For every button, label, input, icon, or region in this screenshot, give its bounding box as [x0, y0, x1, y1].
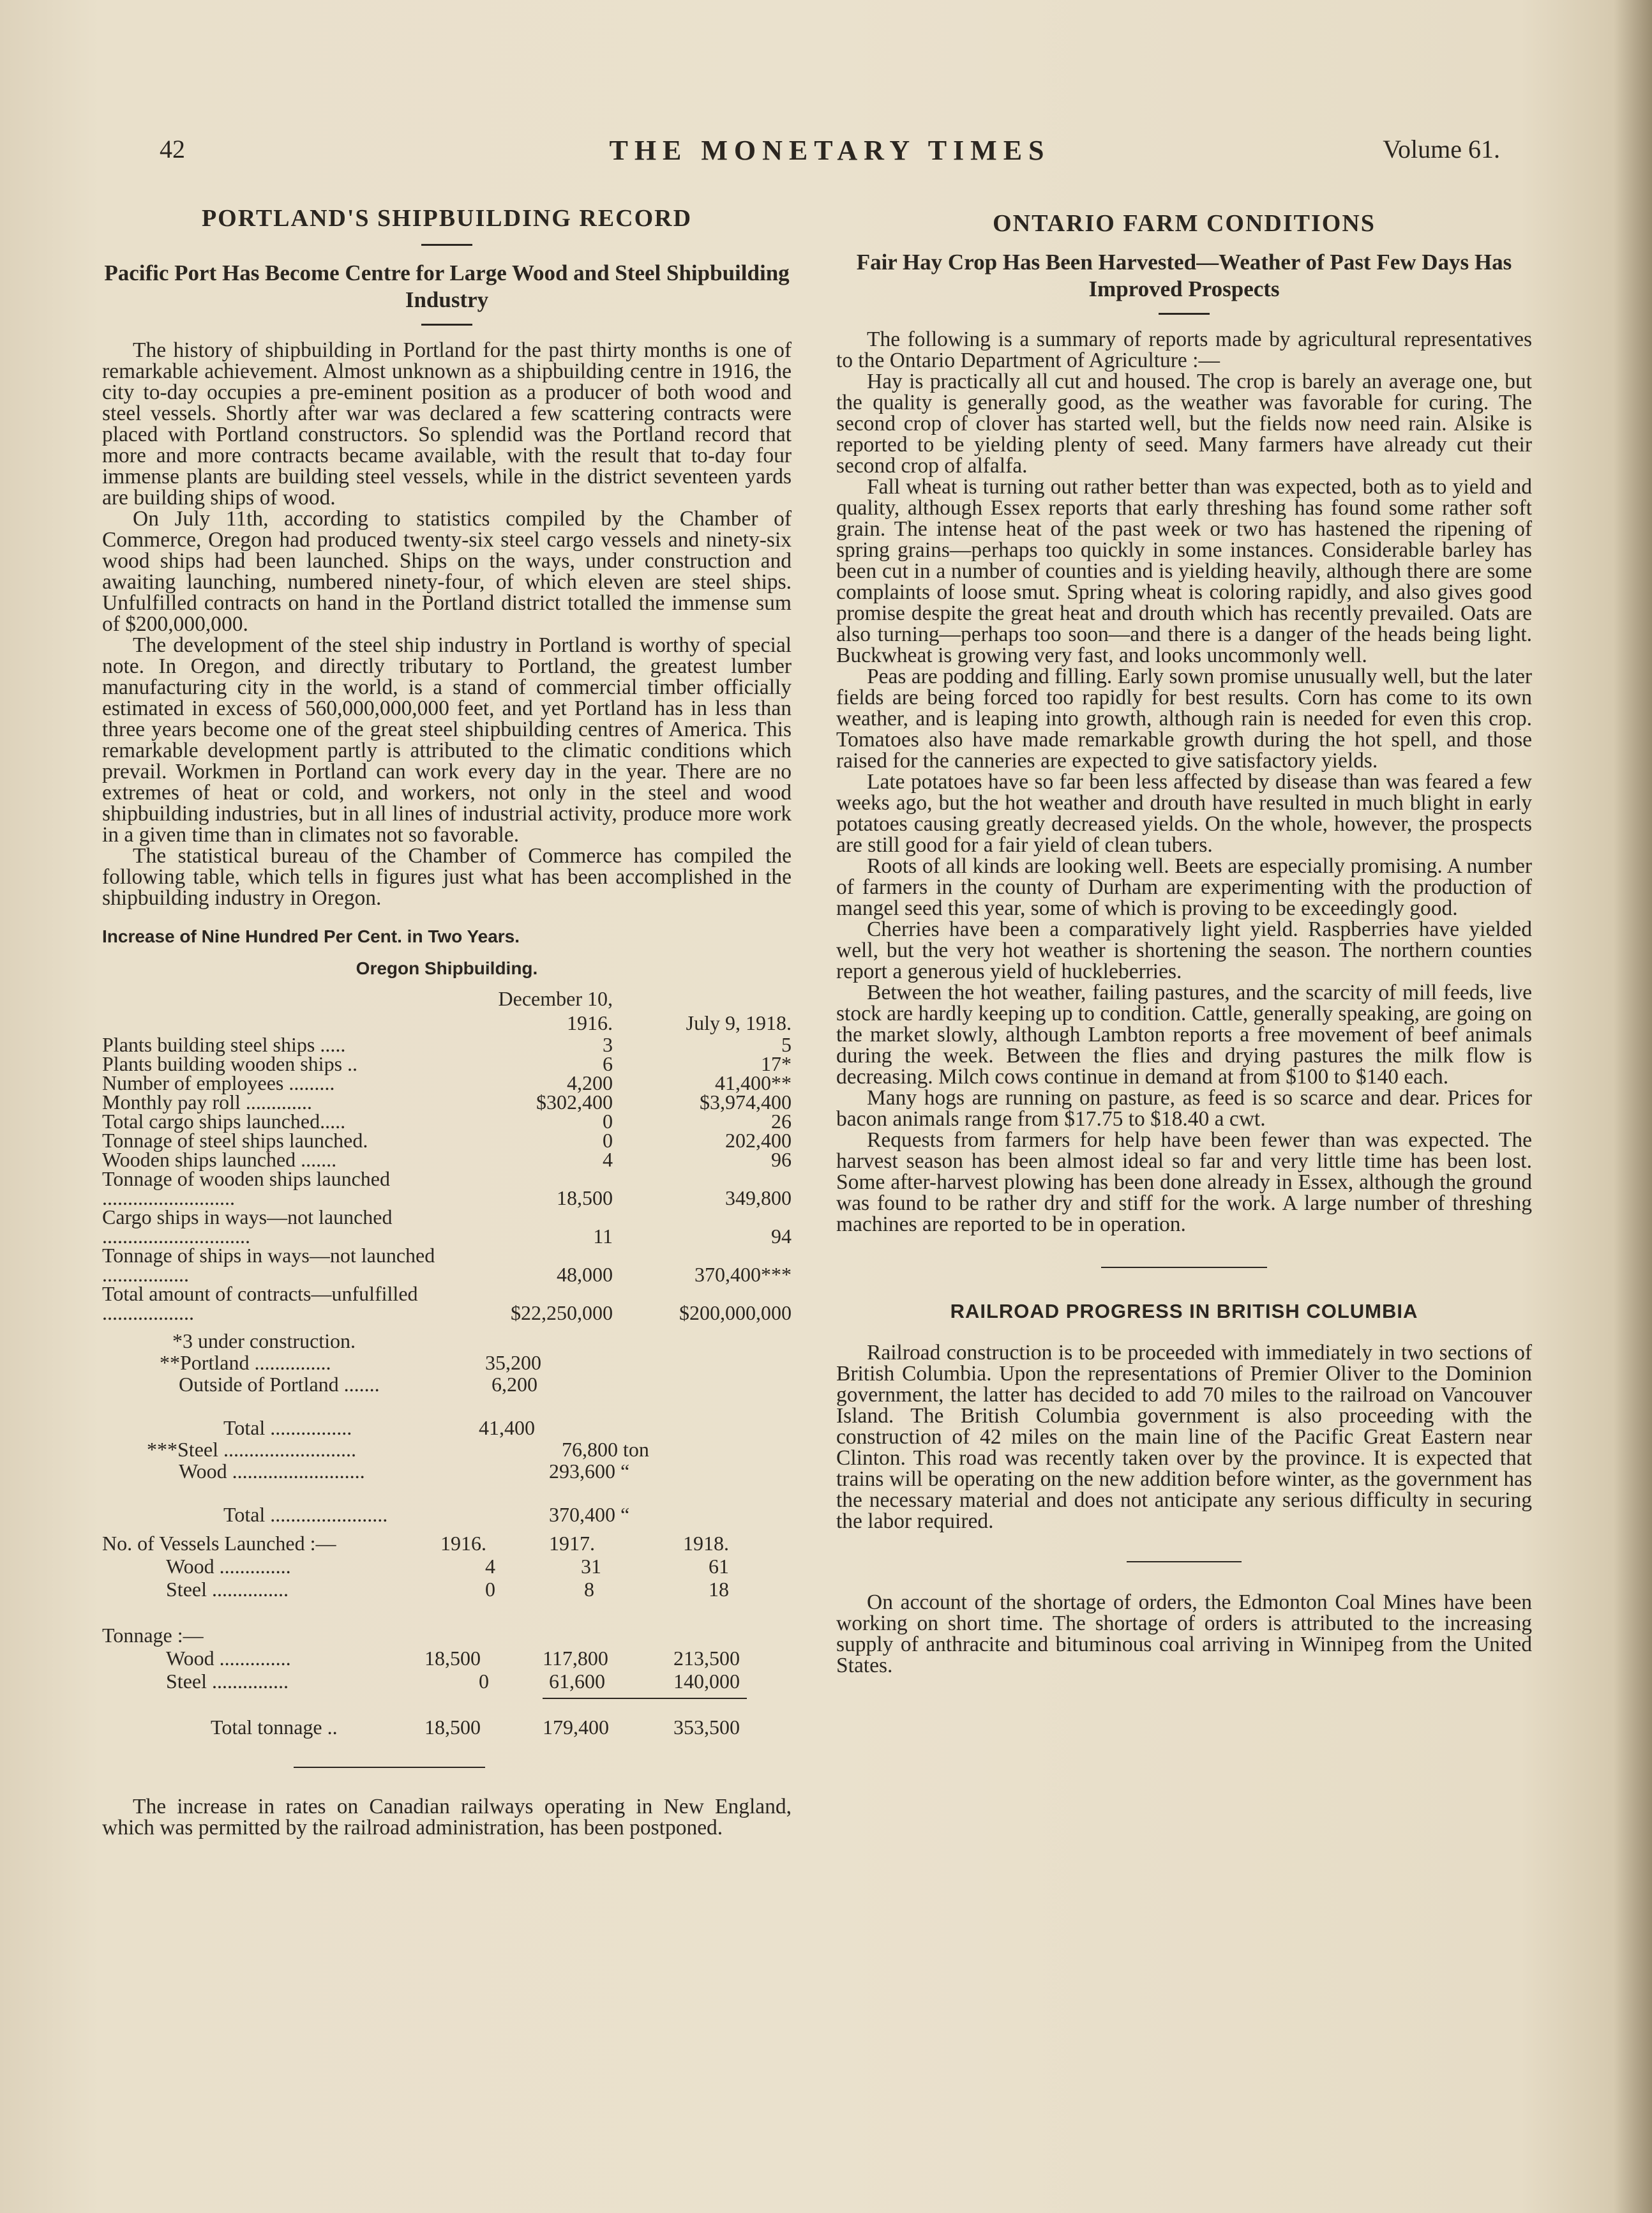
cell: 0: [603, 1129, 613, 1152]
sum-rule: [670, 1698, 747, 1699]
article-title: ONTARIO FARM CONDITIONS: [993, 210, 1376, 237]
row-label: Wood ..............: [166, 1555, 291, 1578]
year-header: 1916.: [440, 1532, 486, 1555]
cell: 18: [709, 1578, 729, 1601]
cell: 8: [584, 1578, 594, 1601]
right-column: [836, 204, 1532, 1676]
note-value: 35,200: [485, 1351, 541, 1374]
row-label: Tonnage of ships in ways—not launched .................: [102, 1244, 435, 1286]
note-label: Total ................: [223, 1416, 352, 1439]
note-label: ***Steel ..........................: [147, 1438, 356, 1461]
row-label: Cargo ships in ways—not launched .............................: [102, 1205, 393, 1248]
cell: 353,500: [673, 1716, 740, 1739]
cell: 48,000: [557, 1263, 613, 1286]
table-row: [102, 1131, 792, 1150]
cell: 41,400**: [715, 1071, 792, 1094]
cell: 18,500: [557, 1186, 613, 1209]
cell: $200,000,000: [679, 1301, 792, 1324]
row-label: Plants building wooden ships ..: [102, 1052, 358, 1075]
cell: 94: [771, 1225, 792, 1248]
table-subheading: Oregon Shipbuilding.: [356, 958, 538, 978]
cell: $22,250,000: [511, 1301, 613, 1324]
row-label: Number of employees .........: [102, 1071, 335, 1094]
table-row: [102, 1207, 792, 1246]
section-divider: [294, 1767, 485, 1768]
cell: 4: [485, 1555, 495, 1578]
table-heading: Increase of Nine Hundred Per Cent. in Two Years.: [102, 926, 520, 946]
section-divider: [1101, 1267, 1267, 1268]
cell: 6: [603, 1052, 613, 1075]
article-subtitle: Fair Hay Crop Has Been Harvested—Weather of Past Few Days Has Improved Prospects: [856, 250, 1512, 301]
paragraph: Between the hot weather, failing pastures, and the scarcity of mill feeds, live stock are hardly keeping up to condition. Cattle, generally speaking, are going on the market slowly, although Lambton reports a free movement of beef animals during the week. Between the flies and drying pastures the milk flow is decreasing. Milch cows continue in demand at from $100 to $140 each.: [836, 981, 1532, 1089]
cell: 61: [709, 1555, 729, 1578]
paragraph: Railroad construction is to be proceeded with immediately in two sections of British Columbia. Upon the representations of Premier Oliver to the Dominion government, the latter has decided to add 70 miles to the railroad on Vancouver Island. The British Columbia government is also proceeding with the construction of 42 miles on the main line of the Pacific Great Eastern near Clinton. This road was recently taken over by the province. It is expected that trains will be operating on the new addition before winter, as the government has the necessary material and does not anticipate any serious difficulty in securing the labor required.: [836, 1341, 1532, 1533]
column-header: July 9, 1918.: [686, 1011, 792, 1034]
paragraph: The increase in rates on Canadian railways operating in New England, which was permitted by the railroad administration, has been postponed.: [102, 1795, 792, 1839]
cell: 11: [593, 1225, 613, 1248]
cell: 18,500: [424, 1647, 481, 1670]
note-label: Total .......................: [223, 1503, 388, 1526]
paragraph: On account of the shortage of orders, the Edmonton Coal Mines have been working on short time. The shortage of orders is attributed to the increasing supply of anthracite and bituminous coal arriving in Winnipeg from the United States.: [836, 1590, 1532, 1677]
cell: 18,500: [424, 1716, 481, 1739]
cell: 213,500: [673, 1647, 740, 1670]
row-label: Wooden ships launched .......: [102, 1148, 337, 1171]
cell: 61,600: [549, 1670, 605, 1693]
cell: 202,400: [725, 1129, 792, 1152]
masthead: THE MONETARY TIMES: [609, 135, 1051, 166]
row-label: Monthly pay roll .............: [102, 1091, 312, 1114]
left-column: [102, 204, 792, 1838]
page-number: 42: [160, 135, 185, 163]
row-label: Steel ...............: [166, 1578, 289, 1601]
cell: 96: [771, 1148, 792, 1171]
paragraph: The following is a summary of reports made by agricultural representatives to the Ontario Department of Agriculture :—: [836, 328, 1532, 372]
cell: 0: [479, 1670, 489, 1693]
table-row: [102, 1246, 792, 1284]
section-divider: [1127, 1561, 1242, 1562]
row-label: Tonnage of wooden ships launched ..........................: [102, 1167, 390, 1209]
paragraph: The history of shipbuilding in Portland for the past thirty months is one of remarkable achievement. Almost unknown as a shipbuilding centre in 1916, the city to-day occupies a pre-eminent position as a producer of both wood and steel vessels. Shortly after war was declared a few scattering contracts were placed with Portland constructors. So splendid was the Portland record that more and more contracts became available, with the result that to-day four immense plants are building steel vessels, while in the district seventeen yards are building ships of wood.: [102, 338, 792, 510]
note-label: Outside of Portland .......: [179, 1373, 380, 1396]
cell: 117,800: [543, 1647, 608, 1670]
note-value: 293,600 “: [549, 1460, 630, 1483]
paragraph: Late potatoes have so far been less affected by disease than was feared a few weeks ago, but the hot weather and drouth have resulted in much blight in early potatoes causing greatly decreased yields. On the whole, however, the prospects are still good for a fair yield of clean tubers.: [836, 770, 1532, 857]
table-row: [102, 1035, 792, 1054]
cell: 140,000: [673, 1670, 740, 1693]
table-row: [102, 1150, 792, 1169]
cell: 349,800: [725, 1186, 792, 1209]
cell: 3: [603, 1033, 613, 1056]
cell: 4: [603, 1148, 613, 1171]
table-row: [102, 1112, 792, 1131]
row-label: Total cargo ships launched.....: [102, 1110, 346, 1133]
page-edge-shadow: [1614, 0, 1652, 2213]
row-label: Wood ..............: [166, 1647, 291, 1670]
cell: 0: [603, 1110, 613, 1133]
volume-label: Volume 61.: [1383, 135, 1500, 163]
shipbuilding-table: [102, 986, 792, 1322]
note-value: 6,200: [492, 1373, 537, 1396]
cell: 26: [771, 1110, 792, 1133]
year-header: 1917.: [549, 1532, 595, 1555]
table-row: [102, 1169, 792, 1207]
table-row: [102, 1092, 792, 1112]
year-header: 1918.: [683, 1532, 729, 1555]
subtitle-rule: [421, 324, 472, 326]
cell: 17*: [761, 1052, 792, 1075]
row-label: Total amount of contracts—unfulfilled ..................: [102, 1282, 418, 1324]
article-title: PORTLAND'S SHIPBUILDING RECORD: [201, 205, 693, 232]
cell: 5: [781, 1033, 792, 1056]
paragraph: Requests from farmers for help have been fewer than was expected. The harvest season has been almost ideal so far and very little time has been lost. Some after-harvest plowing has been done already in Essex, although the ground was found to be rather dry and stiff for the work. A large number of threshing machines are reported to be in operation.: [836, 1128, 1532, 1236]
cell: 370,400***: [695, 1263, 792, 1286]
cell: 4,200: [567, 1071, 613, 1094]
railroad-title: RAILROAD PROGRESS IN BRITISH COLUMBIA: [950, 1300, 1418, 1322]
row-label: Tonnage of steel ships launched.: [102, 1129, 368, 1152]
table-row: [102, 1284, 792, 1322]
table-row: [102, 1073, 792, 1092]
cell: $302,400: [536, 1091, 613, 1114]
table-notes: [102, 1330, 792, 1525]
paragraph: On July 11th, according to statistics compiled by the Chamber of Commerce, Oregon had produced twenty-six steel cargo vessels and ninety-six wood ships had been launched. Ships on the ways, under construction and awaiting launching, numbered ninety-four, of which eleven are steel ships. Unfulfilled contracts on hand in the Portland district totalled the immense sum of $200,000,000.: [102, 507, 792, 636]
vessels-label: No. of Vessels Launched :—: [102, 1532, 336, 1555]
table-row: [102, 1054, 792, 1073]
article-subtitle: Pacific Port Has Become Centre for Large Wood and Steel Shipbuilding Industry: [104, 261, 790, 312]
paragraph: Roots of all kinds are looking well. Beets are especially promising. A number of farmers in the county of Durham are experimenting with the production of mangel seed this year, some of which is proving to be exceedingly good.: [836, 854, 1532, 920]
note-value: 370,400 “: [549, 1503, 630, 1526]
vessels-table: [102, 1532, 792, 1739]
row-label: Total tonnage ..: [211, 1716, 338, 1739]
paragraph: The development of the steel ship industry in Portland is worthy of special note. In Oregon, and directly tributary to Portland, the greatest lumber manufacturing city in the world, is a stand of commercial timber officially estimated in excess of 560,000,000,000 feet, and yet Portland has in less than three years become one of the great steel shipbuilding centres of America. This remarkable development partly is attributed to the climatic conditions which prevail. Workmen in Portland can work every day in the year. There are no extremes of heat or cold, and workers, not only in the steel and wood shipbuilding industries, but in all lines of industrial activity, produce more work in a given time than in climates not so favorable.: [102, 633, 792, 847]
subtitle-rule: [1159, 313, 1210, 315]
cell: 31: [581, 1555, 601, 1578]
tonnage-label: Tonnage :—: [102, 1624, 204, 1647]
page-header: [160, 134, 1500, 172]
paragraph: Fall wheat is turning out rather better than was expected, both as to yield and quality, although Essex reports that early threshing has found some rather soft grain. The intense heat of the past week or two has hastened the ripening of spring grains—perhaps too quickly in some instances. Considerable barley has been cut in a number of counties and is yielding heavily, although there are some complaints of loose smut. Spring wheat is coloring rapidly, and also gives good promise despite the great heat and drouth which has recently prevailed. Oats are also turning—perhaps too soon—and there is a danger of the heads being light. Buckwheat is growing very fast, and looks uncommonly well.: [836, 475, 1532, 667]
paragraph: Peas are podding and filling. Early sown promise unusually well, but the later fields are being forced too rapidly for best results. Corn has come to its own weather, and is leaping into growth, although rain is needed for even this crop. Tomatoes also have made remarkable growth during the hot spell, and those raised for the canneries are expected to give satisfactory yields.: [836, 665, 1533, 773]
paragraph: Cherries have been a comparatively light yield. Raspberries have yielded well, but the very hot weather is shortening the season. The northern counties report a generous yield of huckleberries.: [836, 918, 1532, 983]
note-label: Wood ..........................: [179, 1460, 365, 1483]
note-value: 41,400: [479, 1416, 535, 1439]
cell: $3,974,400: [700, 1091, 792, 1114]
cell: 0: [485, 1578, 495, 1601]
paragraph: The statistical bureau of the Chamber of Commerce has compiled the following table, which tells in figures just what has been accomplished in the shipbuilding industry in Oregon.: [102, 844, 792, 910]
row-label: Steel ...............: [166, 1670, 289, 1693]
note-label: **Portland ...............: [160, 1351, 331, 1374]
title-rule: [421, 244, 472, 246]
column-header: December 10, 1916.: [498, 987, 613, 1034]
note-value: 76,800 ton: [562, 1438, 649, 1461]
paragraph: Hay is practically all cut and housed. The crop is barely an average one, but the quality is generally good, as the weather was favorable for curing. The second crop of clover has started well, but the fields now need rain. Alsike is reported to be yielding plenty of seed. Many farmers have already cut their second crop of alfalfa.: [836, 370, 1532, 478]
cell: 179,400: [543, 1716, 609, 1739]
row-label: Plants building steel ships .....: [102, 1033, 346, 1056]
paragraph: Many hogs are running on pasture, as feed is so scarce and dear. Prices for bacon animals range from $17.75 to $18.40 a cwt.: [836, 1086, 1532, 1131]
footnote: *3 under construction.: [172, 1329, 356, 1352]
